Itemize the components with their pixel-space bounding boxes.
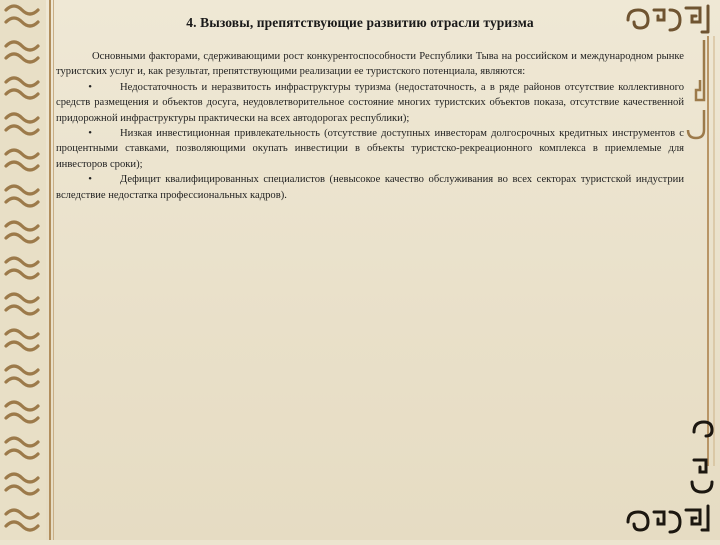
bullet-marker: • [88,128,92,140]
wave-segment [6,510,38,530]
intro-paragraph: Основными факторами, сдерживающими рост конкурентоспособности Республики Тыва на российском и международном рынке туристских услуг и, как результат, препятствующими реализации ее туристского потенциала, являются: [56,51,684,78]
bullet-text: Низкая инвестиционная привлекательность (отсутствие доступных инвесторам долгосрочных кредитных инструментов с процентными ставками, позволяющими окупать инвестиции в объекты туристско-рекреационного комплекса в приемлемые для инвесторов сроки); [56,128,684,170]
wave-segment [6,186,38,206]
wave-segment [6,6,38,26]
border-line-thin [53,0,54,540]
bullet-item [56,80,684,126]
wave-segment [6,474,38,494]
wave-segment [6,294,38,314]
wave-segment [6,402,38,422]
wave-segment [6,222,38,242]
wave-segment [6,42,38,62]
wave-segment [6,330,38,350]
wave-segment [6,366,38,386]
page-title: 4. Вызовы, препятствующие развитию отрасли туризма [186,15,534,30]
bullet-text: Дефицит квалифицированных специалистов (невысокое качество обслуживания во всех секторах туристской индустрии вследствие недостатка профессиональных кадров). [56,174,684,201]
wave-segment [6,150,38,170]
bullet-item [56,126,684,172]
bullet-marker: • [88,174,92,186]
bullet-marker: • [88,81,92,93]
bullet-item [56,172,684,203]
wave-segment [6,114,38,134]
wave-ornament-icon [0,0,46,540]
wave-segment [6,258,38,278]
wave-segment [6,78,38,98]
bullet-text: Недостаточность и неразвитость инфраструктуры туризма (недостаточность, а в ряде районов отсутствие коллективного средств размещения и объектов досуга, неудовлетворительное состояние многих туристских объектов показа, отсутствие качественной придорожной инфраструктуры практически на всех автодорогах республики); [56,81,684,124]
wave-segment [6,438,38,458]
body-text [56,49,684,203]
border-line [49,0,51,540]
left-ornament-border [0,0,46,540]
